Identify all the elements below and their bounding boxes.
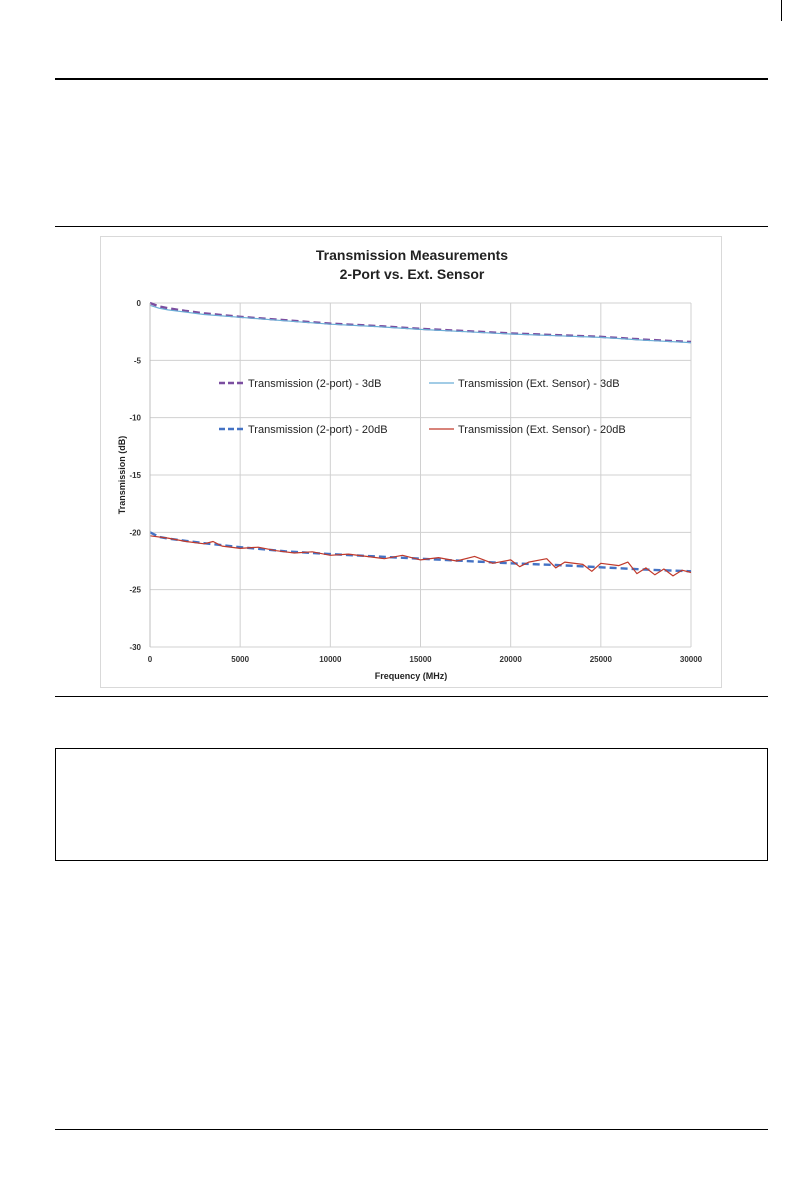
- chart-title: Transmission Measurements: [315, 247, 509, 263]
- note-box: [55, 748, 768, 861]
- header-rule: [55, 78, 768, 80]
- figure-top-rule: [55, 226, 768, 227]
- x-tick-label: 5000: [231, 655, 250, 664]
- y-tick-label: -30: [129, 643, 141, 652]
- legend: [219, 378, 626, 436]
- chart-frame: [100, 236, 722, 688]
- x-tick-label: 10000: [319, 655, 342, 664]
- footer-rule: [55, 1129, 768, 1130]
- legend-label-3: Transmission (Ext. Sensor) - 20dB: [458, 424, 626, 436]
- grid-lines: [150, 303, 691, 647]
- x-axis-label: Frequency (MHz): [374, 671, 448, 681]
- y-tick-label: -20: [129, 528, 141, 538]
- x-tick-label: 15000: [409, 655, 432, 664]
- y-tick-label: 0: [136, 299, 141, 308]
- margin-line: [781, 0, 782, 21]
- transmission-chart: [101, 237, 723, 689]
- y-axis-label: Transmission (dB): [117, 435, 127, 515]
- x-tick-label: 0: [147, 655, 153, 664]
- chart-subtitle: 2-Port vs. Ext. Sensor: [339, 266, 485, 282]
- figure-bottom-rule: [55, 696, 768, 697]
- x-tick-label: 25000: [589, 655, 612, 664]
- y-tick-label: -10: [129, 413, 141, 423]
- legend-label-0: Transmission (2-port) - 3dB: [248, 378, 382, 390]
- y-tick-label: -15: [129, 471, 141, 480]
- legend-label-2: Transmission (2-port) - 20dB: [248, 424, 388, 436]
- y-tick-label: -5: [133, 356, 141, 366]
- axes: [129, 299, 702, 664]
- legend-label-1: Transmission (Ext. Sensor) - 3dB: [458, 378, 620, 390]
- y-tick-label: -25: [129, 585, 141, 595]
- x-tick-label: 20000: [499, 655, 522, 664]
- x-tick-label: 30000: [679, 655, 703, 664]
